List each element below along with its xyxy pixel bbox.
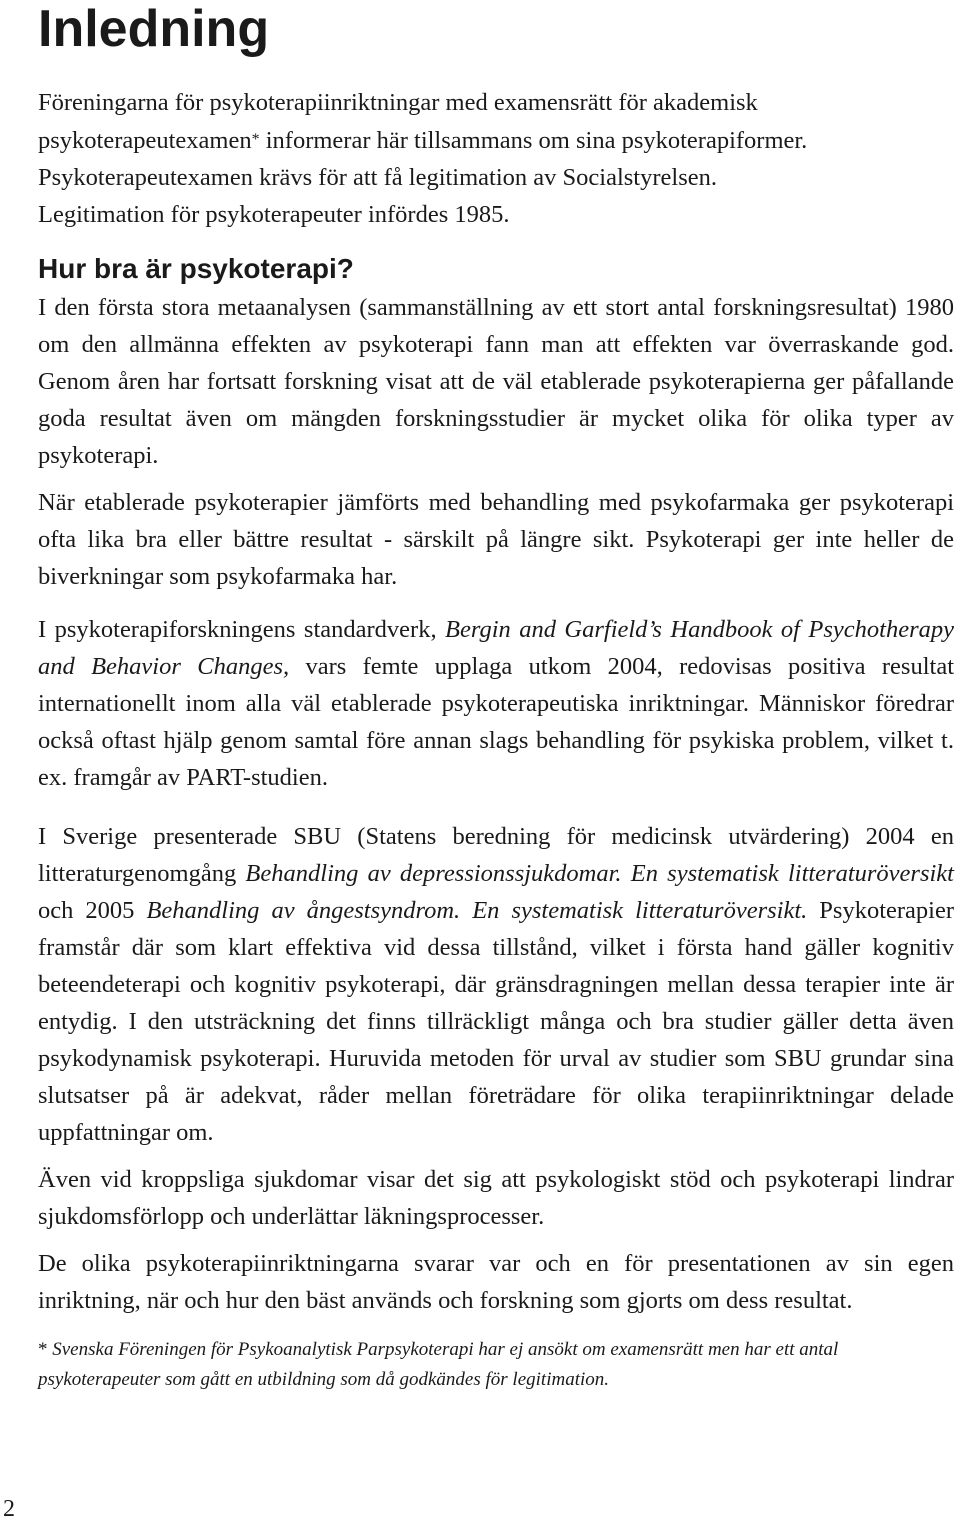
footnote-star: *	[38, 1339, 48, 1360]
paragraph-handbook-b: vars femte upplaga utkom 2004, redovisas positiva resultat internationellt inom alla väl etablerade psykoterapeutiska inriktningar. Människor föredrar också oftast hjälp genom samtal före annan slags behandling för psykiska problem, vilket t. ex. framgår av PART-studien.	[38, 653, 954, 791]
section-heading: Hur bra är psykoterapi?	[38, 253, 354, 284]
intro-text-2: informerar här tillsammans om sina psykoterapiformer.	[259, 127, 808, 154]
paragraph-presentation: De olika psykoterapiinriktningarna svarar var och en för presentationen av sin egen inriktning, när och hur den bäst används och forskning som gjorts om dess resultat.	[38, 1250, 954, 1314]
intro-text-4: Legitimation för psykoterapeuter infördes 1985.	[38, 201, 510, 228]
paragraph-sbu-a: I Sverige presenterade SBU (Statens beredning för medicinsk utvärdering) 2004 en litteraturgenomgång	[38, 823, 954, 887]
paragraph-sbu-c: Psykoterapier framstår där som klart effektiva vid dessa tillstånd, vilket i första hand gäller kognitiv beteendeterapi och kognitiv psykoterapi, där gränsdragningen mellan dessa terapier inte är entydig. I den utsträckning det finns tillräckligt många och bra studier gäller detta även psykodynamisk psykoterapi. Huruvida metoden för urval av studier som SBU grundar sina slutsatser på är adekvat, råder mellan företrädare för olika terapiinriktningar delade uppfattningar om.	[38, 897, 955, 1146]
paragraph-handbook-a: I psykoterapiforskningens standardverk,	[38, 616, 446, 643]
report-title-1: Behandling av depressionssjukdomar. En systematisk litteraturöversikt	[245, 860, 954, 887]
footnote	[38, 1335, 954, 1395]
intro-text-3: Psykoterapeutexamen krävs för att få legitimation av Socialstyrelsen.	[38, 164, 717, 191]
intro-text-1: Föreningarna för psykoterapiinriktningar med examensrätt för akademisk psykoterapeutexamen	[38, 89, 758, 154]
footnote-marker: *	[251, 131, 260, 148]
paragraph-sbu-b: och 2005	[38, 897, 147, 924]
intro-paragraph	[38, 84, 954, 233]
report-title-2: Behandling av ångestsyndrom. En systematisk litteraturöversikt.	[146, 897, 808, 924]
paragraph-handbook	[38, 611, 954, 796]
paragraph-metaanalysis: I den första stora metaanalysen (sammanställning av ett stort antal forskningsresultat) 1980 om den allmänna effekten av psykoterapi fann man att effekten var överraskande god. Genom åren har fortsatt forskning visat att de väl etablerade psykoterapierna ger påfallande goda resultat även om mängden forskningsstudier är mycket olika för olika typer av psykoterapi.	[38, 294, 954, 469]
footnote-text: Svenska Föreningen för Psykoanalytisk Parpsykoterapi har ej ansökt om examensrätt men har ett antal psykoterapeuter som gått en utbildning som då godkändes för legitimation.	[38, 1339, 839, 1390]
document-body	[38, 84, 954, 1395]
page-number: 2	[3, 1496, 15, 1522]
page-title: Inledning	[38, 0, 270, 58]
paragraph-psykofarmaka: När etablerade psykoterapier jämförts med behandling med psykofarmaka ger psykoterapi ofta lika bra eller bättre resultat - särskilt på längre sikt. Psykoterapi ger inte heller de biverkningar som psykofarmaka har.	[38, 489, 954, 590]
book-title: Bergin and Garfield’s Handbook of Psychotherapy and Behavior Changes,	[38, 616, 954, 680]
paragraph-sbu	[38, 818, 954, 1151]
paragraph-kroppsliga: Även vid kroppsliga sjukdomar visar det sig att psykologiskt stöd och psykoterapi lindrar sjukdomsförlopp och underlättar läkningsprocesser.	[38, 1166, 954, 1230]
